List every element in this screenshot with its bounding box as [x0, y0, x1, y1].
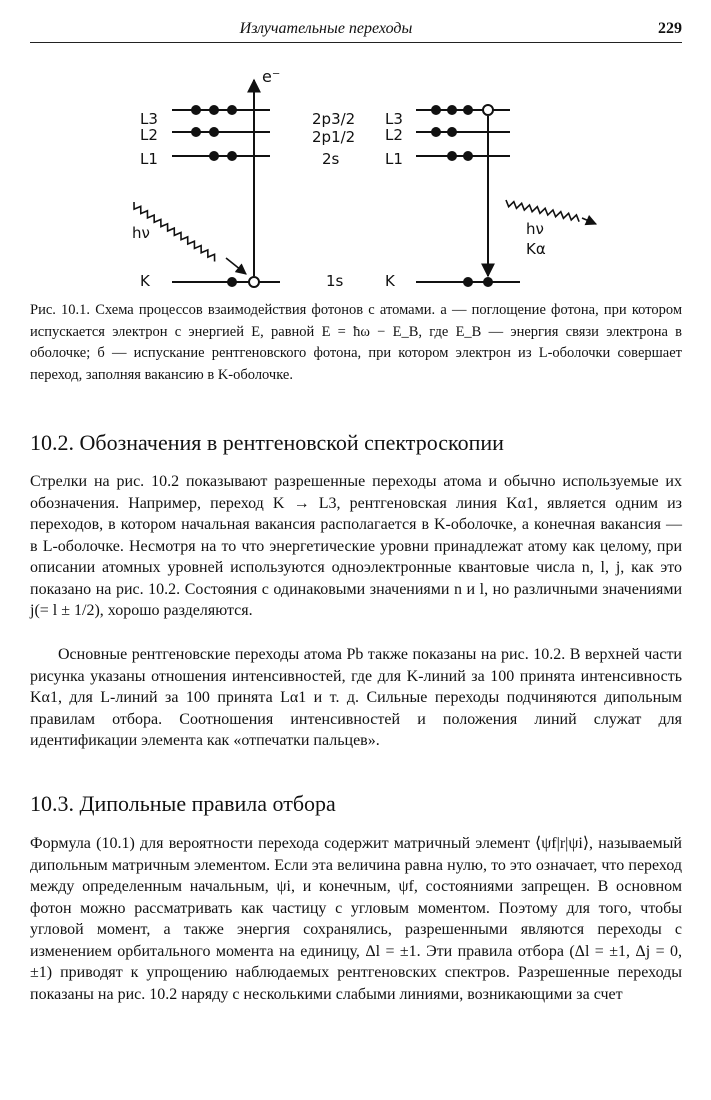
left-level-label-K: K [140, 272, 150, 290]
electron-dot [463, 105, 473, 115]
page-number: 229 [658, 20, 682, 37]
vacancy-circle [249, 277, 259, 287]
orbital-label-2s: 2s [322, 150, 340, 168]
right-level-label-K: K [385, 272, 395, 290]
energy-level-diagram [130, 62, 600, 294]
electron-dot [209, 151, 219, 161]
electron-dot [483, 277, 493, 287]
section-title-10-2: 10.2. Обозначения в рентгеновской спектроскопии [30, 430, 504, 455]
electron-dot [209, 105, 219, 115]
orbital-label-2p3-2: 2p3/2 [312, 110, 356, 128]
electron-dot [447, 127, 457, 137]
electron-dot [463, 151, 473, 161]
running-title: Излучательные переходы [239, 20, 413, 37]
photon-label: hν [132, 224, 150, 242]
left-level-label-L3: L3 [140, 110, 158, 128]
emitted-photon-arrow [582, 218, 596, 224]
electron-label: e⁻ [262, 67, 281, 86]
header-rule [30, 42, 682, 43]
left-level-label-L2: L2 [140, 126, 158, 144]
left-level-label-L1: L1 [140, 150, 158, 168]
right-diagram [385, 105, 596, 290]
orbital-label-2p1-2: 2p1/2 [312, 128, 356, 146]
vacancy-circle [483, 105, 493, 115]
electron-dot [191, 127, 201, 137]
electron-dot [431, 127, 441, 137]
electron-dot [227, 277, 237, 287]
emitted-photon-wave [505, 200, 581, 222]
electron-dot [191, 105, 201, 115]
paragraph-10-2-1: Стрелки на рис. 10.2 показывают разрешенные переходы атома и обычно используемые их обозначения. Например, переход K → L3, рентгеновская линия Kα1, является одним из переходов, в котором начальная вакансия располагается в K-оболочке, а конечная вакансия — в L-оболочке. Несмотря на то что энергетические уровни принадлежат атому как целому, при описании атомных уровней используются одноэлектронные квантовые числа n, l, j, как это показано на рис. 10.2. Состояния с одинаковыми значениями n и l, но различными значениями j(= l ± 1/2), хорошо разделяются. [30, 473, 682, 619]
electron-dot [447, 105, 457, 115]
incident-photon-arrow [226, 258, 246, 274]
electron-dot [463, 277, 473, 287]
paragraph-10-3-1: Формула (10.1) для вероятности перехода содержит матричный элемент ⟨ψf|r|ψi⟩, называемый дипольным матричным элементом. Если эта величина равна нулю, то это означает, что переход между определенным начальным, ψi, и конечным, ψf, состояниями запрещен. В основном фотон можно рассматривать как частицу с угловым моментом. Поэтому для того, чтобы угловой момент, а также энергия сохранялись, разрешенными являются переходы с изменением орбитального момента на единицу, Δl = ±1. Эти правила отбора (Δl = ±1, Δj = 0, ±1) приводят к упрощению наблюдаемых рентгеновских спектров. Разрешенные переходы показаны на рис. 10.2 наряду с несколькими слабыми линиями, возникающими за счет [30, 835, 682, 1003]
right-level-label-L1: L1 [385, 150, 403, 168]
right-level-label-L3: L3 [385, 110, 403, 128]
electron-dot [227, 151, 237, 161]
right-level-label-L2: L2 [385, 126, 403, 144]
k-alpha-label: Kα [526, 240, 546, 258]
paragraph-10-2-2: Основные рентгеновские переходы атома Pb также показаны на рис. 10.2. В верхней части рисунка указаны отношения интенсивностей, где для K-линий за 100 принята интенсивность Kα1, для L-линий за 100 принята Lα1 и т. д. Сильные переходы подчиняются дипольным правилам отбора. Соотношения интенсивностей и положения линий служат для идентификации элемента как «отпечатки пальцев». [30, 646, 682, 749]
orbital-label-1s: 1s [326, 272, 344, 290]
electron-dot [209, 127, 219, 137]
left-diagram [131, 67, 281, 290]
section-title-10-3: 10.3. Дипольные правила отбора [30, 791, 336, 816]
electron-dot [447, 151, 457, 161]
emitted-photon-label: hν [526, 220, 544, 238]
electron-dot [431, 105, 441, 115]
figure-10-1 [130, 62, 600, 294]
orbital-labels [312, 110, 355, 290]
running-head [30, 18, 682, 42]
figure-caption: Рис. 10.1. Схема процессов взаимодействия фотонов с атомами. а — поглощение фотона, при котором испускается электрон с энергией E, равной E = ħω − E_B, где E_B — энергия связи электрона в оболочке; б — испускание рентгеновского фотона, при котором электрон из L-оболочки совершает переход, заполняя вакансию в K-оболочке. [30, 302, 682, 383]
electron-dot [227, 105, 237, 115]
